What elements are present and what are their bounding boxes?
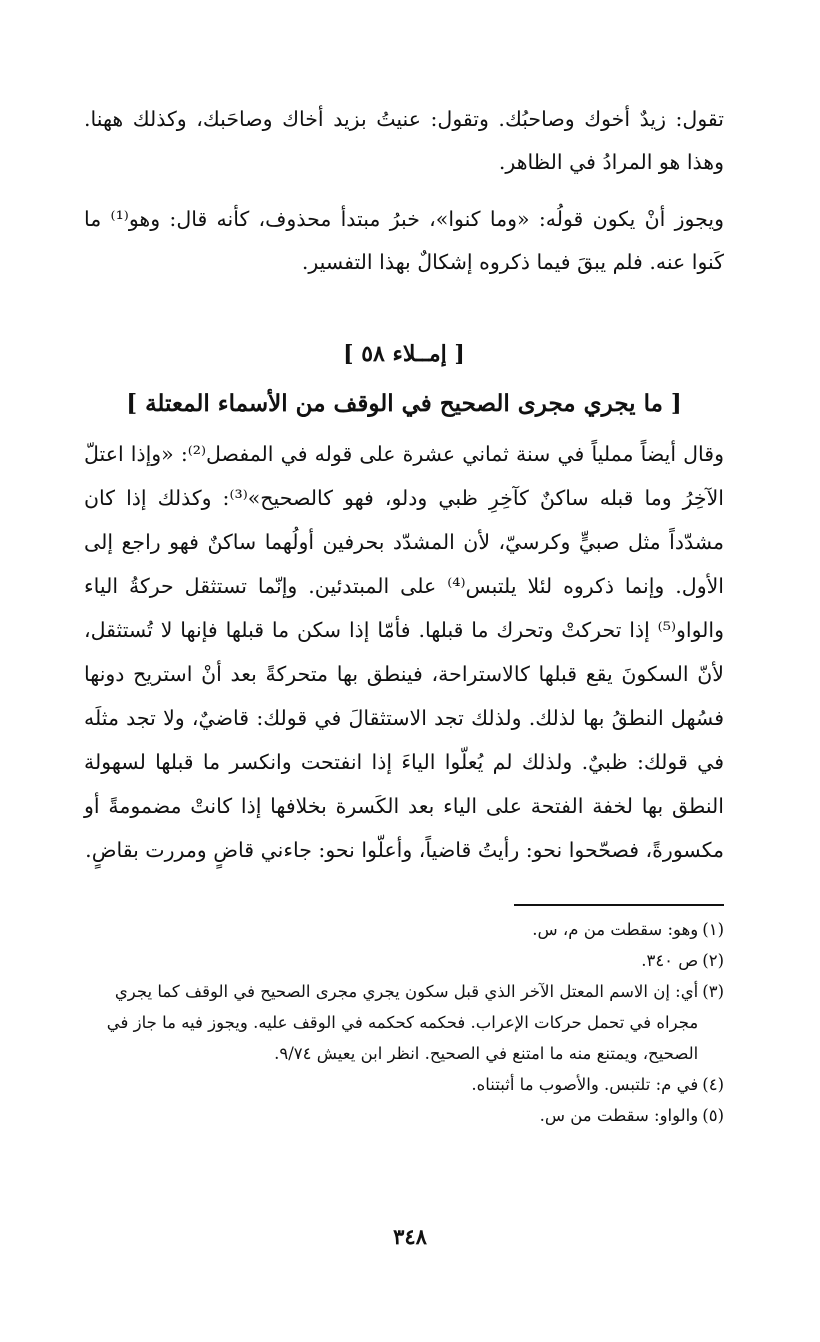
footnote-text: وهو: سقطت من م، س. <box>532 920 699 939</box>
footnote-text: والواو: سقطت من س. <box>539 1106 699 1125</box>
footnote-number: (٥) <box>702 1106 724 1125</box>
footnote-4 <box>84 1069 724 1100</box>
section-title: [ ما يجري مجرى الصحيح في الوقف من الأسماء المعتلة ] <box>126 390 682 417</box>
body-paragraph: وقال أيضاً مملياً في سنة ثماني عشرة على قوله في المفصل⁽²⁾: «وإذا اعتلّ الآخِرُ وما قبله ساكنٌ كآخِرِ ظبي ودلو، فهو كالصحيح»⁽³⁾: وكذلك إذا كان مشدّداً مثل صبيٍّ وكرسيّ، لأن المشدّد بحرفين أولُهما ساكنٌ فهو راجع إلى الأول. وإنما ذكروه لئلا يلتبس⁽⁴⁾ على المبتدئين. وإنّما تستثقل حركةُ الياء والواو⁽⁵⁾ إذا تحركتْ وتحرك ما قبلها. فأمّا إذا سكن ما قبلها فإنها لا تُستثقل، لأنّ السكونَ يقع قبلها كالاستراحة، فينطق بها متحركةً بعد أنْ استريح دونها فسُهل النطقُ بها لذلك. ولذلك تجد الاستثقالَ في قولك: قاضيٌ، ولا تجد مثلَه في قولك: ظبيٌ. ولذلك لم يُعلّوا الياءَ إذا انفتحت وانكسر ما قبلها لسهولة النطق بها لخفة الفتحة على الياء بعد الكَسرة بخلافها إذا كانتْ مضمومةً أو مكسورةً، فصحّحوا نحو: رأيتُ قاضياً، وأعلّوا نحو: جاءني قاضٍ ومررت بقاضٍ. <box>84 442 724 862</box>
footnote-text: ص ٣٤٠. <box>641 951 699 970</box>
page-number: ٣٤٨ <box>393 1224 427 1249</box>
section-number-heading: [ إمــلاء ٥٨ ] <box>343 341 465 367</box>
footnotes <box>84 914 724 1131</box>
paragraph-1: تقول: زيدٌ أخوك وصاحبُك. وتقول: عنيتُ بزيد أخاك وصاحَبك، وكذلك ههنا. وهذا هو المرادُ في الظاهر. <box>84 107 724 174</box>
footnote-text: أي: إن الاسم المعتل الآخر الذي قبل سكون يجري مجرى الصحيح في الوقف كما يجري مجراه في تحمل حركات الإعراب. فحكمه كحكمه في الوقف عليه. ويجوز فيه ما جاز في الصحيح، ويمتنع منه ما امتنع في الصحيح. انظر ابن يعيش ٩/٧٤. <box>106 982 699 1063</box>
opening-text <box>84 98 724 284</box>
footnote-separator <box>514 904 724 906</box>
footnote-5 <box>84 1100 724 1131</box>
footnote-number: (٢) <box>702 951 724 970</box>
footnote-number: (٣) <box>702 982 724 1001</box>
footnote-text: في م: تلتبس. والأصوب ما أثبتناه. <box>471 1075 699 1094</box>
footnote-number: (١) <box>702 920 724 939</box>
main-text <box>84 432 724 872</box>
footnote-3 <box>84 976 724 1069</box>
footnote-1 <box>84 914 724 945</box>
paragraph-2: ويجوز أنْ يكون قولُه: «وما كنوا»، خبرُ مبتدأ محذوف، كأنه قال: وهو⁽¹⁾ ما كَنوا عنه. فلم يبقَ فيما ذكروه إشكالٌ بهذا التفسير. <box>84 207 724 274</box>
footnote-number: (٤) <box>702 1075 724 1094</box>
footnote-2 <box>84 945 724 976</box>
